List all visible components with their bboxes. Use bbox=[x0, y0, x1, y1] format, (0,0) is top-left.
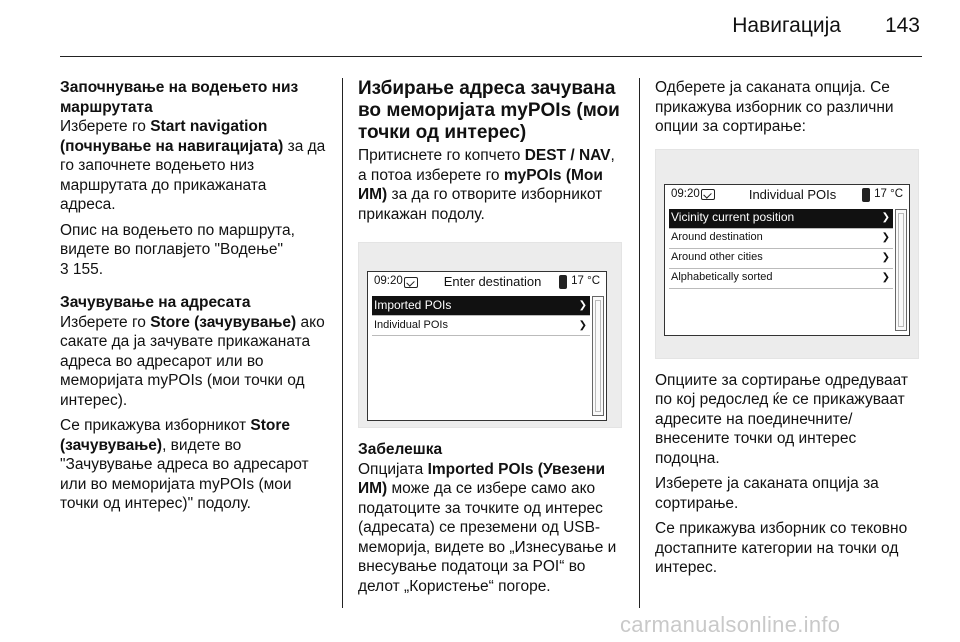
temperature: 17 °C bbox=[571, 275, 600, 288]
column-1 bbox=[60, 78, 326, 520]
chapter-title: Навигација bbox=[732, 14, 841, 37]
thermometer-icon bbox=[559, 275, 567, 289]
menu-item-around-destination[interactable]: Around destination ❯ bbox=[669, 229, 893, 249]
menu-item-vicinity-current-position[interactable]: Vicinity current position ❯ bbox=[669, 209, 893, 229]
screen-illustration bbox=[655, 149, 919, 359]
chevron-right-icon: ❯ bbox=[578, 299, 587, 311]
paragraph: Изберете ја саканата опција за сортирање. bbox=[655, 475, 879, 512]
chevron-right-icon: ❯ bbox=[578, 319, 587, 331]
paragraph: Изберете го Store (зачувување) ако сакате да ја зачувате прикажаната адреса во адресарот или во меморијата myPOIs (мои точки од интерес). bbox=[60, 313, 325, 409]
watermark: carmanualsonline.info bbox=[620, 612, 841, 637]
column-2 bbox=[358, 78, 626, 602]
screen-illustration bbox=[358, 242, 622, 428]
section-heading: Започнување на водењето низ маршрутата bbox=[60, 79, 299, 116]
paragraph: Изберете го Start navigation (почнување на навигацијата) за да го започнете водењето низ маршрутата до прикажаната адреса. bbox=[60, 118, 326, 213]
navigation-icon bbox=[701, 189, 715, 200]
menu-list bbox=[669, 209, 893, 289]
note-text: Опцијата Imported POIs (Увезени ИМ) може да се избере само ако податоците за точките од интерес (адресата) се преземени од USB-меморија, видете во „Изнесување и внесување податоци за POI“ во делот „Користење“ погоре. bbox=[358, 460, 617, 595]
header-rule bbox=[60, 56, 922, 57]
paragraph: Опциите за сортирање одредуваат по кој редослед ќе се прикажуваат адресите на поединечните/внесените точки од интерес подоцна. bbox=[655, 371, 908, 467]
scrollbar[interactable] bbox=[895, 209, 907, 331]
page-header bbox=[732, 14, 920, 38]
clock: 09:20 bbox=[374, 275, 403, 288]
paragraph: Притиснете го копчето DEST / NAV, а потоа изберете го myPOIs (Мои ИМ) за да го отворите изборникот прикажан подолу. bbox=[358, 147, 615, 223]
page-reference: 3 155. bbox=[60, 260, 104, 278]
screen-title: Individual POIs bbox=[748, 186, 837, 202]
clock: 09:20 bbox=[671, 187, 700, 200]
column-divider bbox=[639, 78, 640, 608]
chevron-right-icon: ❯ bbox=[881, 252, 890, 264]
menu-item-individual-pois[interactable]: Individual POIs ❯ bbox=[372, 316, 590, 336]
status-bar bbox=[368, 272, 606, 292]
scrollbar[interactable] bbox=[592, 296, 604, 416]
display-screen bbox=[367, 271, 607, 421]
menu-item-imported-pois[interactable]: Imported POIs ❯ bbox=[372, 296, 590, 316]
display-screen bbox=[664, 184, 910, 336]
paragraph: Се прикажува изборникот Store (зачувување), видете во "Зачувување адреса во адресарот или во меморијата myPOIs (мои точки од интерес)" подолу. bbox=[60, 417, 309, 512]
column-3 bbox=[655, 78, 923, 584]
chevron-right-icon: ❯ bbox=[881, 232, 890, 244]
section-heading: Зачувување на адресата bbox=[60, 294, 251, 311]
menu-item-around-other-cities[interactable]: Around other cities ❯ bbox=[669, 249, 893, 269]
status-bar bbox=[665, 185, 909, 205]
temperature: 17 °C bbox=[874, 187, 903, 200]
section-heading: Избирање адреса зачувана во меморијата myPOIs (мои точки од интерес) bbox=[358, 78, 620, 143]
navigation-icon bbox=[404, 277, 418, 288]
chevron-right-icon: ❯ bbox=[881, 212, 890, 224]
column-divider bbox=[342, 78, 343, 608]
paragraph: Опис на водењето по маршрута, видете во поглавјето "Водење" 3 155. bbox=[60, 221, 295, 278]
note-heading: Забелешка bbox=[358, 441, 443, 458]
menu-item-alphabetically-sorted[interactable]: Alphabetically sorted ❯ bbox=[669, 269, 893, 289]
chevron-right-icon: ❯ bbox=[881, 272, 890, 284]
page-number: 143 bbox=[884, 14, 920, 37]
paragraph: Одберете ја саканата опција. Се прикажува изборник со различни опции за сортирање: bbox=[655, 79, 894, 135]
menu-list bbox=[372, 296, 590, 336]
paragraph: Се прикажува изборник со тековно достапните категории на точки од интерес. bbox=[655, 520, 908, 576]
screen-title: Enter destination bbox=[443, 274, 542, 290]
thermometer-icon bbox=[862, 188, 870, 202]
